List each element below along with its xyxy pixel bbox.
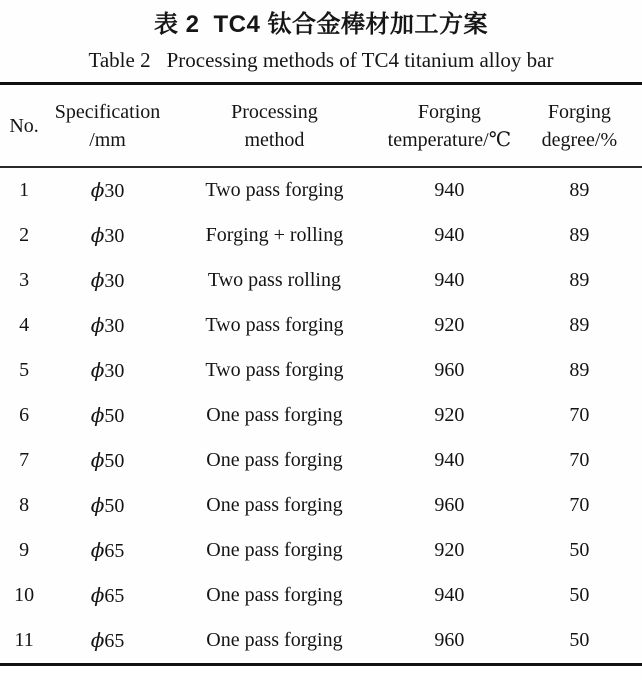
table-row [0, 528, 642, 573]
cell-forging-degree: 70 [569, 449, 590, 471]
spec-value: 50 [104, 450, 125, 472]
phi-symbol: ϕ [90, 223, 105, 247]
cell-forging-temperature: 920 [434, 539, 465, 561]
cell-forging-degree: 89 [569, 359, 590, 381]
table-caption-en-title: Processing methods of TC4 titanium alloy bar [166, 48, 554, 72]
cell-processing-method: One pass forging [206, 449, 343, 471]
cell-forging-temperature: 940 [434, 449, 465, 471]
spec-value: 50 [104, 495, 125, 517]
phi-symbol: ϕ [90, 268, 105, 292]
spec-value: 30 [104, 180, 125, 202]
cell-forging-degree: 50 [569, 584, 590, 606]
cell-specification [48, 213, 167, 258]
table-row [0, 303, 642, 348]
header-forging-degree-line2: degree/% [541, 129, 618, 151]
table-row [0, 167, 642, 213]
cell-forging-temperature: 920 [434, 314, 465, 336]
spec-value: 65 [104, 630, 125, 652]
cell-forging-temperature: 940 [434, 584, 465, 606]
table-caption-zh-title: TC4 钛合金棒材加工方案 [213, 11, 489, 38]
header-row [0, 84, 642, 168]
cell-processing-method: One pass forging [206, 494, 343, 516]
cell-processing-method: One pass forging [206, 404, 343, 426]
cell-forging-temperature: 920 [434, 404, 465, 426]
cell-no: 2 [19, 224, 30, 246]
table-row [0, 618, 642, 665]
cell-forging-temperature: 940 [434, 224, 465, 246]
table-row [0, 393, 642, 438]
cell-forging-degree: 50 [569, 629, 590, 651]
cell-specification [48, 303, 167, 348]
cell-processing-method: One pass forging [206, 584, 343, 606]
cell-no: 8 [19, 494, 30, 516]
spec-value: 30 [104, 360, 125, 382]
phi-symbol: ϕ [90, 493, 105, 517]
header-forging-degree [517, 84, 642, 168]
table-row [0, 438, 642, 483]
header-processing-method-line1: Processing [231, 101, 318, 123]
cell-processing-method: One pass forging [206, 629, 343, 651]
cell-specification [48, 393, 167, 438]
cell-forging-degree: 50 [569, 539, 590, 561]
phi-symbol: ϕ [90, 178, 105, 202]
cell-forging-degree: 70 [569, 494, 590, 516]
header-specification [48, 84, 167, 168]
cell-forging-degree: 89 [569, 269, 590, 291]
header-forging-degree-line1: Forging [547, 101, 611, 123]
header-specification-line1: Specification [54, 101, 161, 123]
cell-forging-temperature: 960 [434, 629, 465, 651]
table-caption-zh [0, 8, 642, 42]
table-caption-en-label: Table 2 [88, 48, 151, 72]
cell-no: 11 [14, 629, 34, 651]
cell-specification [48, 167, 167, 213]
phi-symbol: ϕ [90, 313, 105, 337]
cell-forging-temperature: 940 [434, 269, 465, 291]
cell-processing-method: Two pass forging [205, 314, 344, 336]
cell-no: 1 [19, 179, 30, 201]
header-specification-line2: /mm [89, 129, 126, 151]
table-caption-en [0, 46, 642, 74]
spec-value: 30 [104, 225, 125, 247]
table-caption-zh-label: 表 2 [153, 11, 200, 38]
spec-value: 50 [104, 405, 125, 427]
header-processing-method [167, 84, 382, 168]
spec-value: 30 [104, 315, 125, 337]
header-no: No. [9, 114, 39, 137]
cell-no: 4 [19, 314, 30, 336]
cell-processing-method: Two pass forging [205, 179, 344, 201]
cell-forging-degree: 89 [569, 224, 590, 246]
cell-forging-degree: 70 [569, 404, 590, 426]
header-forging-temperature-line1: Forging [417, 101, 481, 123]
cell-no: 9 [19, 539, 30, 561]
processing-methods-table [0, 82, 642, 666]
header-processing-method-line2: method [244, 129, 305, 151]
cell-processing-method: Two pass forging [205, 359, 344, 381]
cell-specification [48, 348, 167, 393]
cell-specification [48, 483, 167, 528]
cell-specification [48, 573, 167, 618]
table-row [0, 483, 642, 528]
spec-value: 30 [104, 270, 125, 292]
table-row [0, 213, 642, 258]
cell-processing-method: Forging + rolling [205, 224, 344, 246]
cell-forging-temperature: 960 [434, 359, 465, 381]
header-forging-temperature [382, 84, 517, 168]
table-row [0, 573, 642, 618]
cell-no: 7 [19, 449, 30, 471]
cell-forging-degree: 89 [569, 179, 590, 201]
cell-specification [48, 438, 167, 483]
table-row [0, 258, 642, 303]
phi-symbol: ϕ [90, 538, 105, 562]
cell-no: 5 [19, 359, 30, 381]
phi-symbol: ϕ [90, 403, 105, 427]
cell-specification [48, 618, 167, 665]
phi-symbol: ϕ [90, 628, 105, 652]
phi-symbol: ϕ [90, 583, 105, 607]
cell-forging-degree: 89 [569, 314, 590, 336]
table-row [0, 348, 642, 393]
spec-value: 65 [104, 540, 125, 562]
cell-processing-method: One pass forging [206, 539, 343, 561]
cell-forging-temperature: 940 [434, 179, 465, 201]
spec-value: 65 [104, 585, 125, 607]
phi-symbol: ϕ [90, 358, 105, 382]
cell-specification [48, 528, 167, 573]
cell-forging-temperature: 960 [434, 494, 465, 516]
cell-no: 3 [19, 269, 30, 291]
cell-no: 10 [14, 584, 35, 606]
header-forging-temperature-line2: temperature/℃ [387, 129, 512, 151]
cell-no: 6 [19, 404, 30, 426]
cell-specification [48, 258, 167, 303]
phi-symbol: ϕ [90, 448, 105, 472]
cell-processing-method: Two pass rolling [207, 269, 341, 291]
